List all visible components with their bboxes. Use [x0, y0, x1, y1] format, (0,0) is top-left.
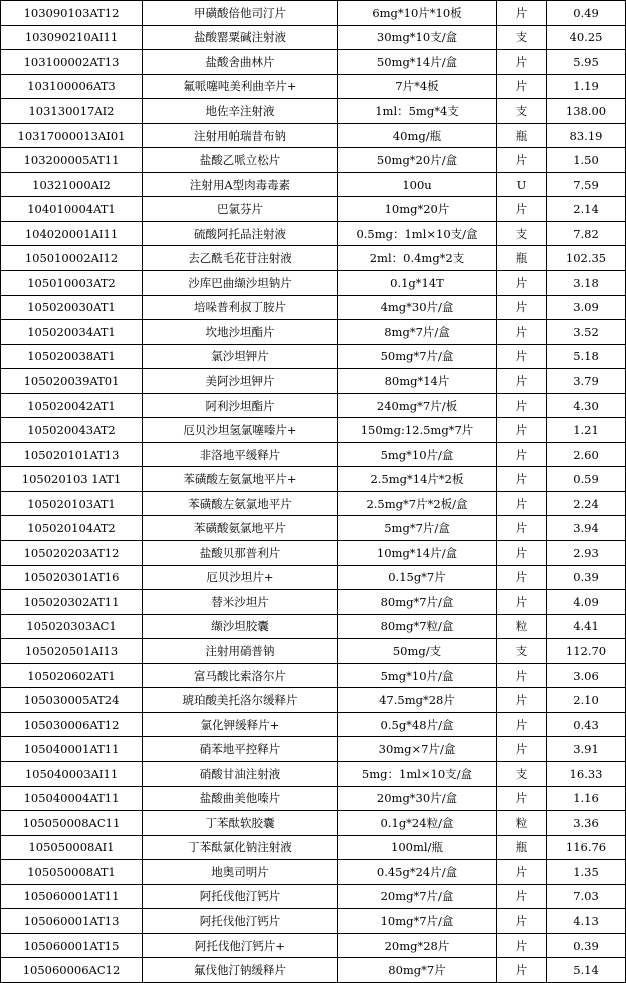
- drug-name-cell: 盐酸舍曲林片: [143, 50, 338, 75]
- drug-unit-cell: 片: [497, 541, 547, 566]
- drug-price-cell: 5.18: [547, 344, 626, 369]
- drug-code-cell: 105020042AT1: [1, 393, 143, 418]
- table-row: [1, 860, 626, 885]
- drug-unit-cell: 瓶: [497, 246, 547, 271]
- drug-unit-cell: 片: [497, 320, 547, 345]
- drug-unit-cell: 片: [497, 958, 547, 983]
- drug-code-cell: 105020602AT1: [1, 663, 143, 688]
- drug-spec-cell: 80mg*7片/盒: [338, 590, 497, 615]
- drug-unit-cell: 片: [497, 50, 547, 75]
- drug-unit-cell: 粒: [497, 614, 547, 639]
- drug-code-cell: 103090210AI11: [1, 25, 143, 50]
- drug-name-cell: 苯磺酸左氨氯地平片+: [143, 467, 338, 492]
- table-row: [1, 442, 626, 467]
- drug-name-cell: 厄贝沙坦氢氯噻嗪片+: [143, 418, 338, 443]
- drug-price-cell: 138.00: [547, 99, 626, 124]
- drug-spec-cell: 80mg*14片: [338, 369, 497, 394]
- drug-price-cell: 7.03: [547, 884, 626, 909]
- drug-code-cell: 105020501AI13: [1, 639, 143, 664]
- table-row: [1, 565, 626, 590]
- table-row: [1, 590, 626, 615]
- drug-spec-cell: 0.1g*24粒/盒: [338, 811, 497, 836]
- drug-spec-cell: 5mg*10片/盒: [338, 663, 497, 688]
- drug-name-cell: 富马酸比索洛尔片: [143, 663, 338, 688]
- drug-price-cell: 0.43: [547, 712, 626, 737]
- table-row: [1, 246, 626, 271]
- drug-unit-cell: 片: [497, 590, 547, 615]
- drug-unit-cell: 支: [497, 639, 547, 664]
- drug-code-cell: 105060006AC12: [1, 958, 143, 983]
- table-row: [1, 25, 626, 50]
- drug-name-cell: 替米沙坦片: [143, 590, 338, 615]
- drug-name-cell: 氟哌噻吨美利曲辛片+: [143, 74, 338, 99]
- drug-name-cell: 注射用A型肉毒毒素: [143, 172, 338, 197]
- drug-spec-cell: 50mg*7片/盒: [338, 344, 497, 369]
- drug-price-cell: 40.25: [547, 25, 626, 50]
- drug-price-cell: 2.14: [547, 197, 626, 222]
- drug-name-cell: 地佐辛注射液: [143, 99, 338, 124]
- drug-code-cell: 103200005AT11: [1, 148, 143, 173]
- drug-name-cell: 氟伐他汀钠缓释片: [143, 958, 338, 983]
- table-row: [1, 491, 626, 516]
- drug-unit-cell: 片: [497, 491, 547, 516]
- drug-name-cell: 琥珀酸美托洛尔缓释片: [143, 688, 338, 713]
- drug-name-cell: 缬沙坦胶囊: [143, 614, 338, 639]
- drug-unit-cell: 片: [497, 1, 547, 26]
- drug-unit-cell: 片: [497, 344, 547, 369]
- drug-code-cell: 105060001AT13: [1, 909, 143, 934]
- drug-unit-cell: 片: [497, 860, 547, 885]
- drug-spec-cell: 50mg*20片/盒: [338, 148, 497, 173]
- drug-code-cell: 105020030AT1: [1, 295, 143, 320]
- drug-name-cell: 盐酸贝那普利片: [143, 541, 338, 566]
- drug-name-cell: 去乙酰毛花苷注射液: [143, 246, 338, 271]
- drug-price-cell: 7.59: [547, 172, 626, 197]
- drug-spec-cell: 10mg*7片/盒: [338, 909, 497, 934]
- drug-code-cell: 105040004AT11: [1, 786, 143, 811]
- drug-price-cell: 5.14: [547, 958, 626, 983]
- drug-price-cell: 2.93: [547, 541, 626, 566]
- drug-spec-cell: 0.5mg：1ml×10支/盒: [338, 221, 497, 246]
- drug-unit-cell: 片: [497, 737, 547, 762]
- drug-spec-cell: 2.5mg*14片*2板: [338, 467, 497, 492]
- drug-spec-cell: 2.5mg*7片*2板/盒: [338, 491, 497, 516]
- drug-unit-cell: 片: [497, 909, 547, 934]
- table-row: [1, 123, 626, 148]
- drug-price-cell: 0.39: [547, 933, 626, 958]
- drug-spec-cell: 8mg*7片/盒: [338, 320, 497, 345]
- drug-unit-cell: 片: [497, 148, 547, 173]
- drug-unit-cell: 片: [497, 565, 547, 590]
- drug-name-cell: 美阿沙坦钾片: [143, 369, 338, 394]
- drug-price-cell: 3.18: [547, 271, 626, 296]
- drug-spec-cell: 0.5g*48片/盒: [338, 712, 497, 737]
- drug-price-cell: 3.94: [547, 516, 626, 541]
- drug-unit-cell: 片: [497, 295, 547, 320]
- drug-unit-cell: 支: [497, 25, 547, 50]
- table-row: [1, 197, 626, 222]
- drug-price-cell: 3.52: [547, 320, 626, 345]
- drug-price-cell: 4.09: [547, 590, 626, 615]
- drug-price-cell: 1.50: [547, 148, 626, 173]
- drug-price-cell: 112.70: [547, 639, 626, 664]
- table-row: [1, 148, 626, 173]
- table-row: [1, 639, 626, 664]
- drug-unit-cell: 瓶: [497, 123, 547, 148]
- drug-name-cell: 地奥司明片: [143, 860, 338, 885]
- drug-name-cell: 氯化钾缓释片+: [143, 712, 338, 737]
- drug-code-cell: 104020001AI11: [1, 221, 143, 246]
- table-row: [1, 320, 626, 345]
- drug-unit-cell: 粒: [497, 811, 547, 836]
- table-row: [1, 884, 626, 909]
- table-row: [1, 786, 626, 811]
- drug-code-cell: 105020301AT16: [1, 565, 143, 590]
- drug-unit-cell: 片: [497, 74, 547, 99]
- table-row: [1, 369, 626, 394]
- drug-code-cell: 105040003AI11: [1, 761, 143, 786]
- drug-code-cell: 105020043AT2: [1, 418, 143, 443]
- drug-unit-cell: U: [497, 172, 547, 197]
- table-row: [1, 761, 626, 786]
- table-row: [1, 663, 626, 688]
- table-row: [1, 516, 626, 541]
- drug-unit-cell: 片: [497, 688, 547, 713]
- table-row: [1, 295, 626, 320]
- drug-spec-cell: 100ml/瓶: [338, 835, 497, 860]
- drug-code-cell: 105020038AT1: [1, 344, 143, 369]
- drug-name-cell: 沙库巴曲缬沙坦钠片: [143, 271, 338, 296]
- drug-code-cell: 105060001AT11: [1, 884, 143, 909]
- drug-unit-cell: 支: [497, 761, 547, 786]
- table-row: [1, 50, 626, 75]
- drug-spec-cell: 1ml：5mg*4支: [338, 99, 497, 124]
- drug-price-cell: 3.06: [547, 663, 626, 688]
- drug-spec-cell: 2ml：0.4mg*2支: [338, 246, 497, 271]
- drug-code-cell: 105030006AT12: [1, 712, 143, 737]
- drug-price-cell: 4.13: [547, 909, 626, 934]
- table-row: [1, 467, 626, 492]
- drug-unit-cell: 瓶: [497, 835, 547, 860]
- table-row: [1, 958, 626, 983]
- drug-unit-cell: 片: [497, 516, 547, 541]
- drug-code-cell: 105020203AT12: [1, 541, 143, 566]
- drug-spec-cell: 0.45g*24片/盒: [338, 860, 497, 885]
- drug-code-cell: 105020034AT1: [1, 320, 143, 345]
- table-row: [1, 835, 626, 860]
- drug-code-cell: 105020302AT11: [1, 590, 143, 615]
- drug-spec-cell: 30mg*10支/盒: [338, 25, 497, 50]
- drug-code-cell: 105020104AT2: [1, 516, 143, 541]
- drug-code-cell: 103100006AT3: [1, 74, 143, 99]
- drug-price-cell: 0.49: [547, 1, 626, 26]
- drug-unit-cell: 支: [497, 99, 547, 124]
- drug-spec-cell: 40mg/瓶: [338, 123, 497, 148]
- drug-price-cell: 3.91: [547, 737, 626, 762]
- drug-code-cell: 105020103AT1: [1, 491, 143, 516]
- drug-unit-cell: 片: [497, 271, 547, 296]
- table-row: [1, 541, 626, 566]
- drug-price-cell: 3.79: [547, 369, 626, 394]
- drug-price-cell: 4.30: [547, 393, 626, 418]
- table-row: [1, 688, 626, 713]
- drug-price-cell: 83.19: [547, 123, 626, 148]
- drug-price-cell: 116.76: [547, 835, 626, 860]
- drug-code-cell: 105020303AC1: [1, 614, 143, 639]
- drug-price-cell: 4.41: [547, 614, 626, 639]
- drug-unit-cell: 片: [497, 369, 547, 394]
- drug-price-cell: 7.82: [547, 221, 626, 246]
- table-row: [1, 418, 626, 443]
- drug-spec-cell: 30mg×7片/盒: [338, 737, 497, 762]
- drug-name-cell: 苯磺酸氨氯地平片: [143, 516, 338, 541]
- drug-name-cell: 苯磺酸左氨氯地平片: [143, 491, 338, 516]
- drug-spec-cell: 50mg/支: [338, 639, 497, 664]
- table-row: [1, 271, 626, 296]
- drug-spec-cell: 20mg*7片/盒: [338, 884, 497, 909]
- drug-spec-cell: 10mg*14片/盒: [338, 541, 497, 566]
- drug-spec-cell: 100u: [338, 172, 497, 197]
- drug-spec-cell: 150mg:12.5mg*7片: [338, 418, 497, 443]
- drug-price-cell: 3.09: [547, 295, 626, 320]
- drug-code-cell: 103090103AT12: [1, 1, 143, 26]
- drug-code-cell: 105020101AT13: [1, 442, 143, 467]
- drug-spec-cell: 5mg*7片/盒: [338, 516, 497, 541]
- table-row: [1, 344, 626, 369]
- drug-unit-cell: 片: [497, 663, 547, 688]
- table-row: [1, 811, 626, 836]
- drug-price-cell: 2.24: [547, 491, 626, 516]
- drug-name-cell: 硫酸阿托品注射液: [143, 221, 338, 246]
- drug-unit-cell: 片: [497, 786, 547, 811]
- drug-spec-cell: 10mg*20片: [338, 197, 497, 222]
- drug-unit-cell: 片: [497, 197, 547, 222]
- drug-price-cell: 0.59: [547, 467, 626, 492]
- drug-price-cell: 1.16: [547, 786, 626, 811]
- drug-name-cell: 注射用帕瑞昔布钠: [143, 123, 338, 148]
- drug-name-cell: 丁苯酞氯化钠注射液: [143, 835, 338, 860]
- drug-price-cell: 2.10: [547, 688, 626, 713]
- drug-price-cell: 5.95: [547, 50, 626, 75]
- drug-name-cell: 盐酸乙哌立松片: [143, 148, 338, 173]
- drug-code-cell: 105010003AT2: [1, 271, 143, 296]
- drug-spec-cell: 20mg*28片: [338, 933, 497, 958]
- drug-code-cell: 105050008AI1: [1, 835, 143, 860]
- drug-name-cell: 盐酸罂粟碱注射液: [143, 25, 338, 50]
- drug-name-cell: 阿利沙坦酯片: [143, 393, 338, 418]
- drug-name-cell: 硝苯地平控释片: [143, 737, 338, 762]
- drug-spec-cell: 240mg*7片/板: [338, 393, 497, 418]
- drug-name-cell: 氯沙坦钾片: [143, 344, 338, 369]
- drug-code-cell: 105040001AT11: [1, 737, 143, 762]
- drug-price-cell: 16.33: [547, 761, 626, 786]
- table-row: [1, 393, 626, 418]
- drug-price-cell: 1.19: [547, 74, 626, 99]
- drug-unit-cell: 片: [497, 418, 547, 443]
- drug-name-cell: 盐酸曲美他嗪片: [143, 786, 338, 811]
- table-row: [1, 221, 626, 246]
- drug-price-cell: 3.36: [547, 811, 626, 836]
- drug-name-cell: 巴氯芬片: [143, 197, 338, 222]
- drug-unit-cell: 片: [497, 393, 547, 418]
- table-row: [1, 614, 626, 639]
- drug-spec-cell: 80mg*7粒/盒: [338, 614, 497, 639]
- drug-unit-cell: 支: [497, 221, 547, 246]
- drug-spec-cell: 0.1g*14T: [338, 271, 497, 296]
- drug-spec-cell: 5mg*10片/盒: [338, 442, 497, 467]
- table-row: [1, 737, 626, 762]
- drug-code-cell: 105030005AT24: [1, 688, 143, 713]
- drug-code-cell: 105050008AT1: [1, 860, 143, 885]
- table-row: [1, 172, 626, 197]
- table-row: [1, 1, 626, 26]
- drug-spec-cell: 6mg*10片*10板: [338, 1, 497, 26]
- drug-spec-cell: 20mg*30片/盒: [338, 786, 497, 811]
- table-row: [1, 99, 626, 124]
- drug-price-cell: 1.35: [547, 860, 626, 885]
- drug-name-cell: 硝酸甘油注射液: [143, 761, 338, 786]
- drug-name-cell: 阿托伐他汀钙片+: [143, 933, 338, 958]
- drug-name-cell: 阿托伐他汀钙片: [143, 884, 338, 909]
- drug-spec-cell: 0.15g*7片: [338, 565, 497, 590]
- drug-code-cell: 105020039AT01: [1, 369, 143, 394]
- drug-spec-cell: 4mg*30片/盒: [338, 295, 497, 320]
- table-body: [1, 1, 626, 983]
- drug-unit-cell: 片: [497, 884, 547, 909]
- drug-name-cell: 培哚普利叔丁胺片: [143, 295, 338, 320]
- drug-name-cell: 阿托伐他汀钙片: [143, 909, 338, 934]
- table-row: [1, 933, 626, 958]
- drug-code-cell: 10317000013AI01: [1, 123, 143, 148]
- drug-code-cell: 103130017AI2: [1, 99, 143, 124]
- drug-spec-cell: 50mg*14片/盒: [338, 50, 497, 75]
- drug-unit-cell: 片: [497, 933, 547, 958]
- drug-price-cell: 1.21: [547, 418, 626, 443]
- table-row: [1, 74, 626, 99]
- drug-price-cell: 2.60: [547, 442, 626, 467]
- drug-code-cell: 105060001AT15: [1, 933, 143, 958]
- drug-spec-cell: 7片*4板: [338, 74, 497, 99]
- drug-spec-cell: 47.5mg*28片: [338, 688, 497, 713]
- table-row: [1, 712, 626, 737]
- drug-name-cell: 注射用硝普钠: [143, 639, 338, 664]
- drug-code-cell: 104010004AT1: [1, 197, 143, 222]
- drug-spec-cell: 5mg：1ml×10支/盒: [338, 761, 497, 786]
- drug-unit-cell: 片: [497, 712, 547, 737]
- drug-code-cell: 105050008AC11: [1, 811, 143, 836]
- drug-code-cell: 105020103 1AT1: [1, 467, 143, 492]
- drug-unit-cell: 片: [497, 442, 547, 467]
- drug-code-cell: 103100002AT13: [1, 50, 143, 75]
- drug-code-cell: 10321000AI2: [1, 172, 143, 197]
- drug-price-cell: 102.35: [547, 246, 626, 271]
- drug-name-cell: 非洛地平缓释片: [143, 442, 338, 467]
- drug-name-cell: 坎地沙坦酯片: [143, 320, 338, 345]
- drug-price-cell: 0.39: [547, 565, 626, 590]
- drug-code-cell: 105010002AI12: [1, 246, 143, 271]
- drug-name-cell: 丁苯酞软胶囊: [143, 811, 338, 836]
- drug-unit-cell: 片: [497, 467, 547, 492]
- drug-name-cell: 甲磺酸倍他司汀片: [143, 1, 338, 26]
- drug-spec-cell: 80mg*7片: [338, 958, 497, 983]
- drug-name-cell: 厄贝沙坦片+: [143, 565, 338, 590]
- table-row: [1, 909, 626, 934]
